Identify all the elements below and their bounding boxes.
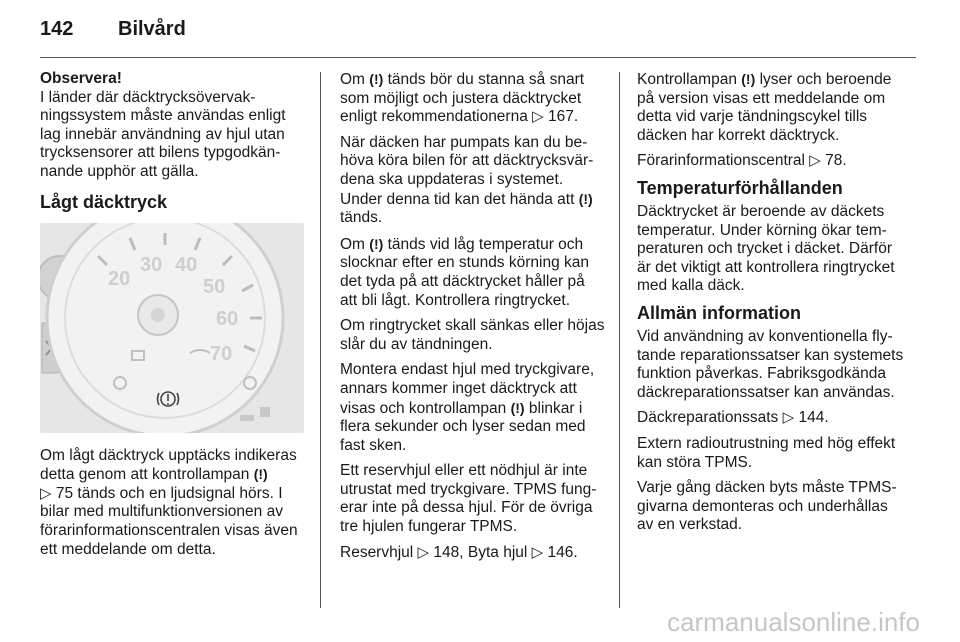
paragraph: Vid användning av konventionella flytande reparationssatser kan systemets funktion påverkas. Fabriksgodkända däckreparationssatser kan användas.: [637, 327, 904, 401]
tpms-warning-icon: (!): [369, 71, 384, 87]
speedometer-drawing: [40, 223, 304, 433]
section-heading: Allmän information: [637, 302, 802, 323]
tpms-warning-icon: (!): [741, 71, 756, 87]
page-reference-arrow-icon: ▷: [40, 484, 52, 502]
paragraph: Däckreparationssats ▷ 144.: [637, 409, 829, 427]
tpms-warning-icon: (!): [510, 399, 525, 416]
paragraph: När däcken har pumpats kan du behöva köra bilen för att däcktrycksvärdena ska uppdateras i systemet. Under denna tid kan det hända att (!) tänds.: [340, 133, 594, 227]
gauge-label: 40: [175, 253, 198, 276]
column-3: [637, 70, 905, 542]
note-title: Observera!: [40, 70, 122, 87]
column-1: [40, 70, 305, 566]
note-block: [40, 70, 305, 182]
column-2: [340, 70, 605, 569]
page-number: 142: [40, 18, 74, 40]
tpms-warning-icon: (!): [578, 190, 593, 207]
note-text: I länder där däcktrycksövervakningssystem måste användas enligt lag innebär användning av hjul utan trycksensorer att bilens typgodkännande upphör att gälla.: [40, 88, 286, 180]
gauge-label: 20: [108, 267, 131, 290]
paragraph: Om ringtrycket skall sänkas eller höjas slår du av tändningen.: [340, 317, 605, 353]
gauge-label: 50: [203, 275, 226, 298]
column-divider: [320, 72, 321, 608]
paragraph: Kontrollampan (!) lyser och beroende på version visas ett meddelande om detta vid varje tändningscykel tills däcken har korrekt däcktryck.: [637, 71, 892, 144]
page-reference-arrow-icon: ▷: [532, 108, 544, 126]
chapter-title: Bilvård: [118, 18, 186, 40]
gauge-label: 30: [140, 253, 163, 276]
gauge-label: 60: [216, 307, 239, 330]
page-reference-arrow-icon: ▷: [417, 543, 430, 561]
watermark: carmanualsonline.info: [667, 607, 920, 637]
paragraph: Om (!) tänds bör du stanna så snart som möjligt och justera däcktrycket enligt rekommendationerna ▷ 167.: [340, 71, 585, 126]
paragraph: Ett reservhjul eller ett nödhjul är inte utrustat med tryckgivare. TPMS fungerar inte på dessa hjul. För de övriga tre hjulen fungerar TPMS.: [340, 462, 597, 536]
paragraph: Förarinformationscentral ▷ 78.: [637, 152, 847, 170]
tpms-warning-icon: (!): [253, 466, 268, 483]
page-reference-arrow-icon: ▷: [531, 543, 544, 561]
page-reference-arrow-icon: ▷: [809, 152, 821, 170]
paragraph: Extern radioutrustning med hög effekt kan störa TPMS.: [637, 434, 896, 471]
paragraph: Montera endast hjul med tryckgivare, annars kommer inget däcktryck att visas och kontrollampan (!) blinkar i flera sekunder och lyser sedan med fast sken.: [340, 361, 595, 454]
tpms-warning-icon: (!): [369, 235, 384, 252]
paragraph: Däcktrycket är beroende av däckets temperatur. Under körning ökar temperaturen och trycket i däcket. Därför är det viktigt att kontrollera ringtrycket med kalla däck.: [637, 202, 895, 295]
column-divider: [619, 72, 620, 608]
paragraph: Varje gång däcken byts måste TPMS-givarna demonteras och underhållas av en verkstad.: [637, 479, 897, 534]
section-heading: Temperaturförhållanden: [637, 177, 843, 198]
header-rule: [40, 57, 916, 58]
paragraph: Om lågt däcktryck upptäcks indikeras detta genom att kontrollampan (!) ▷ 75 tänds och en ljudsignal hörs. I bilar med multifunktionversionen av förarinformationscentralen visas även ett meddelande om detta.: [40, 446, 298, 558]
gauge-label: 70: [210, 342, 233, 365]
paragraph: Reservhjul ▷ 148, Byta hjul ▷ 146.: [340, 543, 578, 561]
page-header: [40, 18, 920, 48]
page-reference-arrow-icon: ▷: [782, 409, 795, 427]
instrument-cluster-illustration: [40, 223, 304, 433]
section-heading: Lågt däcktryck: [40, 191, 168, 212]
paragraph: Om (!) tänds vid låg temperatur och slocknar efter en stunds körning kan det tyda på att däcktrycket håller på att bli lågt. Kontrollera ringtrycket.: [340, 235, 589, 309]
